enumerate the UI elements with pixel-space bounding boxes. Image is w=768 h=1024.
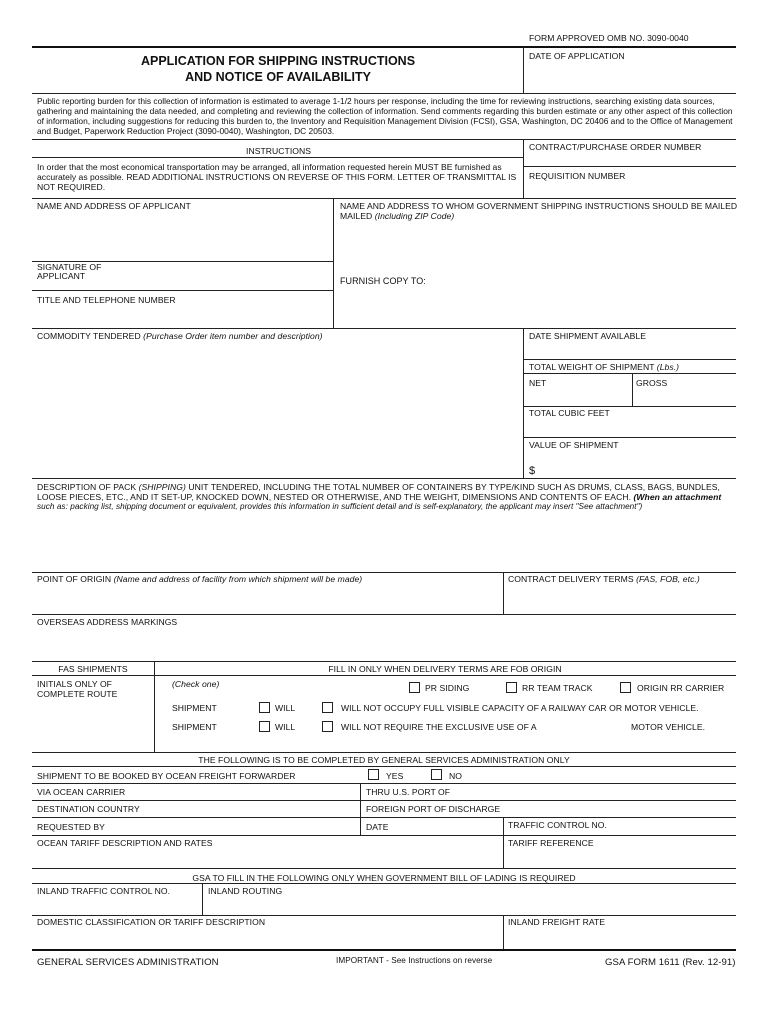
net-label[interactable]: NET [529, 378, 547, 388]
delivery-terms-label[interactable]: CONTRACT DELIVERY TERMS (FAS, FOB, etc.) [508, 574, 700, 584]
will-not-occupy-checkbox[interactable] [322, 702, 333, 713]
motor-vehicle-label: MOTOR VEHICLE. [631, 722, 706, 732]
rule [523, 406, 736, 407]
gross-label[interactable]: GROSS [636, 378, 668, 388]
dollar-sign: $ [529, 465, 536, 477]
rule [32, 915, 736, 916]
title-phone-label[interactable]: TITLE AND TELEPHONE NUMBER [37, 295, 176, 305]
rule [523, 359, 736, 360]
commodity-label[interactable]: COMMODITY TENDERED (Purchase Order item number and description) [37, 331, 323, 341]
requisition-label[interactable]: REQUISITION NUMBER [529, 171, 626, 181]
rule [32, 572, 736, 573]
yes-label: YES [386, 771, 404, 781]
traffic-control-label[interactable]: TRAFFIC CONTROL NO. [508, 820, 607, 830]
mail-to-note: MAILED (Including ZIP Code) [340, 211, 455, 221]
signature-label-1[interactable]: SIGNATURE OF [37, 262, 102, 272]
rule [32, 868, 736, 869]
divider [503, 915, 504, 949]
rule [32, 661, 736, 662]
will-checkbox-1[interactable] [259, 702, 270, 713]
rule [32, 139, 736, 140]
will-label-1: WILL [275, 703, 296, 713]
rule [523, 373, 736, 374]
mail-to-label[interactable]: NAME AND ADDRESS TO WHOM GOVERNMENT SHIPPING INSTRUCTIONS SHOULD BE MAILED [340, 201, 738, 211]
total-weight-label: TOTAL WEIGHT OF SHIPMENT (Lbs.) [529, 362, 680, 372]
initials-label-2: COMPLETE ROUTE [37, 689, 118, 699]
shipment-label-1: SHIPMENT [172, 703, 217, 713]
rule [523, 437, 736, 438]
agency-name: GENERAL SERVICES ADMINISTRATION [37, 957, 219, 968]
will-not-require-label: WILL NOT REQUIRE THE EXCLUSIVE USE OF A [341, 722, 537, 732]
form-title-line2: AND NOTICE OF AVAILABILITY [185, 70, 371, 84]
no-checkbox[interactable] [431, 769, 442, 780]
form-number: GSA FORM 1611 (Rev. 12-91) [605, 957, 736, 968]
origin-label[interactable]: POINT OF ORIGIN (Name and address of facility from which shipment will be made) [37, 574, 363, 584]
rule [32, 817, 736, 818]
rule [32, 198, 736, 199]
rule [32, 614, 736, 615]
rule [32, 752, 736, 753]
rule [32, 783, 736, 784]
instructions-text: In order that the most economical transportation may be arranged, all information requested herein MUST BE furnished as accurately as possible. READ ADDITIONAL INSTRUCTIONS ON REVERSE OF THIS FORM. LETTER OF TRANSMITTAL IS NOT REQUIRED. [37, 162, 517, 192]
divider [523, 47, 524, 93]
foreign-port-label[interactable]: FOREIGN PORT OF DISCHARGE [366, 804, 501, 814]
destination-country-label[interactable]: DESTINATION COUNTRY [37, 804, 140, 814]
rule [32, 157, 523, 158]
via-ocean-label[interactable]: VIA OCEAN CARRIER [37, 787, 126, 797]
yes-checkbox[interactable] [368, 769, 379, 780]
rule [32, 883, 736, 884]
origin-rr-carrier-label: ORIGIN RR CARRIER [637, 683, 725, 693]
rule [32, 675, 736, 676]
will-label-2: WILL [275, 722, 296, 732]
rr-team-track-checkbox[interactable] [506, 682, 517, 693]
overseas-markings-label[interactable]: OVERSEAS ADDRESS MARKINGS [37, 617, 178, 627]
rule [32, 93, 736, 94]
pack-label-line1[interactable]: DESCRIPTION OF PACK (SHIPPING) UNIT TENDERED, INCLUDING THE TOTAL NUMBER OF CONTAINERS BY TYPE/KIND SUCH AS DRUMS, CLASS, BAGS, BUNDLES, [37, 482, 720, 492]
rule [32, 800, 736, 801]
date-label[interactable]: DATE [366, 822, 389, 832]
tariff-reference-label[interactable]: TARIFF REFERENCE [508, 838, 594, 848]
divider [523, 328, 524, 478]
requested-by-label[interactable]: REQUESTED BY [37, 822, 105, 832]
inland-routing-label[interactable]: INLAND ROUTING [208, 886, 283, 896]
thru-port-label[interactable]: THRU U.S. PORT OF [366, 787, 451, 797]
booked-label: SHIPMENT TO BE BOOKED BY OCEAN FREIGHT FORWARDER [37, 771, 296, 781]
pr-siding-checkbox[interactable] [409, 682, 420, 693]
pack-label-line2: LOOSE PIECES, ETC., AND IT SET-UP, KNOCKED DOWN, NESTED OR OTHERWISE, AND THE WEIGHT, DIMENSIONS AND CONTENTS OF EACH. (When an attachment [37, 492, 722, 502]
contract-po-label[interactable]: CONTRACT/PURCHASE ORDER NUMBER [529, 142, 702, 152]
rule [523, 166, 736, 167]
cubic-feet-label[interactable]: TOTAL CUBIC FEET [529, 408, 610, 418]
inland-heading: GSA TO FILL IN THE FOLLOWING ONLY WHEN GOVERNMENT BILL OF LADING IS REQUIRED [192, 873, 576, 883]
inland-traffic-control-label[interactable]: INLAND TRAFFIC CONTROL NO. [37, 886, 171, 896]
shipment-label-2: SHIPMENT [172, 722, 217, 732]
divider [632, 373, 633, 406]
date-of-application-label[interactable]: DATE OF APPLICATION [529, 51, 625, 61]
no-label: NO [449, 771, 462, 781]
rule [32, 290, 333, 291]
inland-freight-rate-label[interactable]: INLAND FREIGHT RATE [508, 917, 606, 927]
rule [32, 478, 736, 479]
origin-rr-carrier-checkbox[interactable] [620, 682, 631, 693]
pr-siding-label: PR SIDING [425, 683, 470, 693]
fob-heading: FILL IN ONLY WHEN DELIVERY TERMS ARE FOB ORIGIN [328, 664, 562, 674]
domestic-classification-label[interactable]: DOMESTIC CLASSIFICATION OR TARIFF DESCRIPTION [37, 917, 266, 927]
will-not-require-checkbox[interactable] [322, 721, 333, 732]
fas-heading: FAS SHIPMENTS [58, 664, 128, 674]
divider [503, 572, 504, 614]
bottom-rule [32, 949, 736, 951]
divider [333, 198, 334, 328]
will-checkbox-2[interactable] [259, 721, 270, 732]
initials-label-1[interactable]: INITIALS ONLY OF [37, 679, 112, 689]
important-note: IMPORTANT - See Instructions on reverse [336, 956, 493, 965]
rule [32, 328, 736, 329]
divider [202, 883, 203, 915]
form-title-line1: APPLICATION FOR SHIPPING INSTRUCTIONS [140, 54, 416, 68]
applicant-name-address-label[interactable]: NAME AND ADDRESS OF APPLICANT [37, 201, 191, 211]
rr-team-track-label: RR TEAM TRACK [522, 683, 593, 693]
value-label[interactable]: VALUE OF SHIPMENT [529, 440, 619, 450]
divider [503, 817, 504, 868]
signature-label-2: APPLICANT [37, 271, 86, 281]
divider [360, 783, 361, 836]
pack-note: such as: packing list, shipping document or equivalent, provides this information in sufficient detail and is self-explanatory, the applicant may insert "See attachment") [37, 502, 643, 511]
instructions-heading: INSTRUCTIONS [246, 146, 312, 156]
rule [32, 835, 736, 836]
gsa-heading: THE FOLLOWING IS TO BE COMPLETED BY GENERAL SERVICES ADMINISTRATION ONLY [198, 755, 570, 765]
omb-number: FORM APPROVED OMB NO. 3090-0040 [529, 33, 689, 43]
top-rule [32, 46, 736, 48]
check-one-label: (Check one) [172, 679, 220, 689]
date-available-label[interactable]: DATE SHIPMENT AVAILABLE [529, 331, 647, 341]
furnish-copy-label[interactable]: FURNISH COPY TO: [340, 276, 426, 286]
ocean-tariff-label[interactable]: OCEAN TARIFF DESCRIPTION AND RATES [37, 838, 213, 848]
burden-statement: Public reporting burden for this collection of information is estimated to average 1-1/2 hours per response, including the time for reviewing instructions, searching existing data sources, gathering and maintaining the data needed, and completing and reviewing the collection of information. Send comments regarding this burden estimate or any other aspect of this collection of information, including suggestions for reducing this burden to, the Inventory and Requisition Management Division (FCSI), GSA, Washington, DC 20406 and to the Office of Management and Budget, Paperwork Reduction Project (3090-0040), Washington, DC 20503. [37, 96, 733, 136]
divider [523, 139, 524, 198]
will-not-occupy-label: WILL NOT OCCUPY FULL VISIBLE CAPACITY OF A RAILWAY CAR OR MOTOR VEHICLE. [341, 703, 699, 713]
rule [32, 766, 736, 767]
